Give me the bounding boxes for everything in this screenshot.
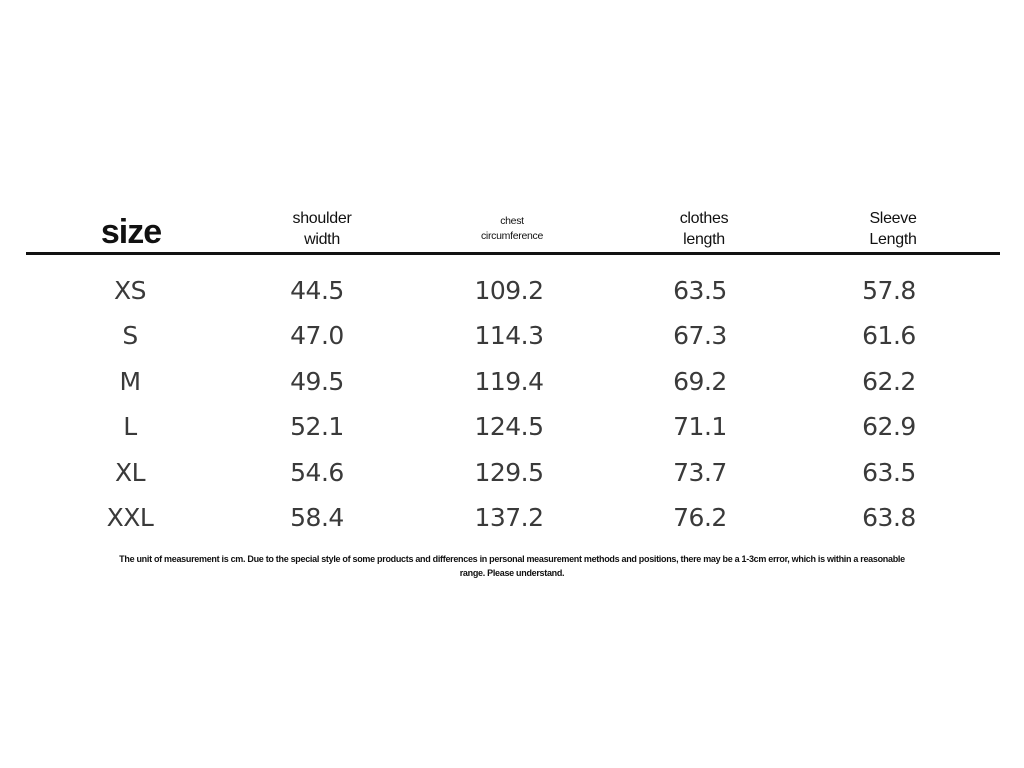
clothes-length-cell: 71.1 xyxy=(673,412,727,442)
header-chest-circumference xyxy=(452,214,572,244)
size-cell: XXL xyxy=(106,502,154,532)
shoulder-width-cell: 52.1 xyxy=(290,412,344,442)
shoulder-width-cell: 58.4 xyxy=(290,502,344,532)
size-cell: L xyxy=(123,412,137,442)
header-sleeve-length xyxy=(833,208,953,250)
sleeve-length-cell: 62.9 xyxy=(862,412,916,442)
sleeve-length-cell: 63.8 xyxy=(862,502,916,532)
size-cell: XL xyxy=(114,457,146,487)
measurement-note: The unit of measurement is cm. Due to the special style of some products and differences in personal measurement methods and positions, there may be a 1-3cm error, which is within a reasonable range. Please understand. xyxy=(119,554,905,578)
header-clothes-length-line-1: clothes xyxy=(679,210,729,227)
chest-circumference-cell: 119.4 xyxy=(474,366,544,396)
chest-circumference-cell: 137.2 xyxy=(474,502,544,532)
size-cell: XS xyxy=(114,276,146,305)
header-shoulder-width-line-2: width xyxy=(304,231,340,248)
header-shoulder-width xyxy=(262,208,382,250)
header-sleeve-length-line-2: Length xyxy=(869,231,917,248)
table-row xyxy=(0,495,1024,540)
header-sleeve-length-line-1: Sleeve xyxy=(869,210,917,227)
shoulder-width-cell: 44.5 xyxy=(290,276,344,305)
clothes-length-cell: 69.2 xyxy=(673,366,727,396)
table-row xyxy=(0,313,1024,358)
header-clothes-length xyxy=(644,208,764,250)
header-size-label: size xyxy=(100,213,162,251)
sleeve-length-cell: 62.2 xyxy=(862,366,916,396)
header-shoulder-width-line-1: shoulder xyxy=(292,210,352,227)
chest-circumference-cell: 129.5 xyxy=(474,457,544,487)
clothes-length-cell: 63.5 xyxy=(673,276,727,305)
sleeve-length-cell: 63.5 xyxy=(862,457,916,487)
clothes-length-cell: 76.2 xyxy=(673,502,727,532)
size-table-body xyxy=(0,268,1024,540)
chest-circumference-cell: 109.2 xyxy=(474,276,544,305)
size-cell: S xyxy=(122,321,138,351)
table-row xyxy=(0,359,1024,404)
header-size xyxy=(92,210,170,254)
clothes-length-cell: 67.3 xyxy=(673,321,727,351)
shoulder-width-cell: 49.5 xyxy=(290,366,344,396)
table-row xyxy=(0,450,1024,495)
size-cell: M xyxy=(119,366,141,396)
sleeve-length-cell: 61.6 xyxy=(862,321,916,351)
header-divider xyxy=(26,252,1000,255)
header-chest-circumference-line-2: circumference xyxy=(480,230,544,242)
shoulder-width-cell: 54.6 xyxy=(290,457,344,487)
sleeve-length-cell: 57.8 xyxy=(862,276,916,305)
table-row xyxy=(0,268,1024,313)
shoulder-width-cell: 47.0 xyxy=(290,321,344,351)
header-clothes-length-line-2: length xyxy=(683,231,725,248)
chest-circumference-cell: 124.5 xyxy=(474,412,544,442)
clothes-length-cell: 73.7 xyxy=(673,457,727,487)
header-chest-circumference-line-1: chest xyxy=(500,215,524,227)
table-row xyxy=(0,404,1024,449)
chest-circumference-cell: 114.3 xyxy=(474,321,544,351)
